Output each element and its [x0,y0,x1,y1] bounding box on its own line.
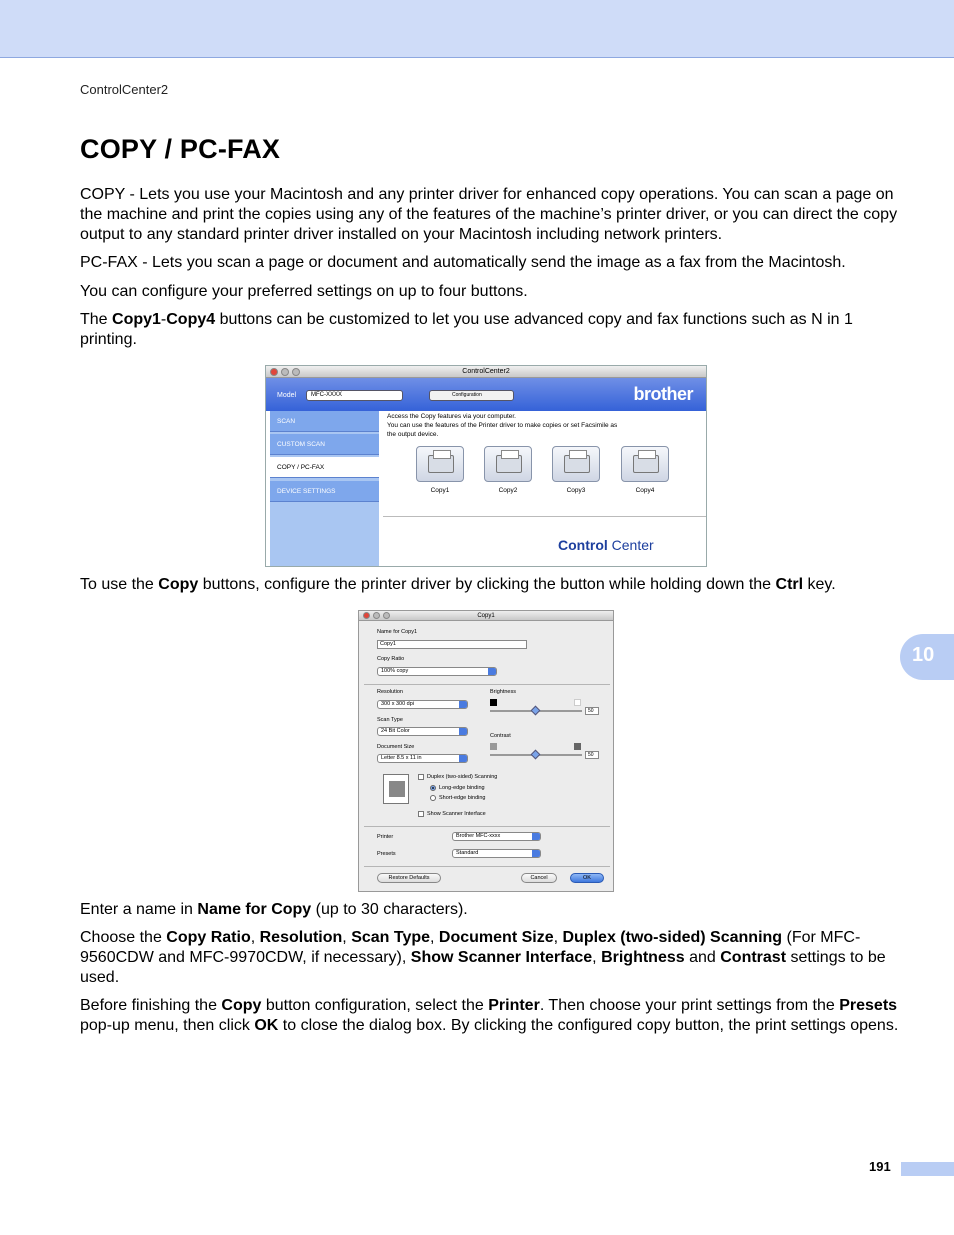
close-icon[interactable] [270,368,278,376]
minimize-icon[interactable] [281,368,289,376]
paragraph-pcfax: PC-FAX - Lets you scan a page or document and automatically send the image as a fax from the Macintosh. [80,254,846,271]
presets-select[interactable]: Standard [452,849,541,858]
copy3-button[interactable] [552,446,600,482]
sidebar-item-custom-scan[interactable]: CUSTOM SCAN [270,434,379,455]
divider [383,516,707,517]
resolution-select[interactable]: 300 x 300 dpi [377,700,468,709]
low-contrast-icon [490,743,497,750]
zoom-icon[interactable] [292,368,300,376]
cc-sidebar [270,411,379,567]
close-icon[interactable] [363,612,370,619]
document-size-select[interactable]: Letter 8.5 x 11 in [377,754,468,763]
show-scanner-label: Show Scanner Interface [427,811,486,817]
header-band [0,0,954,58]
controlcenter-window [265,365,707,567]
restore-defaults-button[interactable]: Restore Defaults [377,873,441,883]
chapter-tab [900,634,954,680]
sidebar-item-scan[interactable]: SCAN [270,411,379,432]
copy2-label: Copy2 [498,487,518,494]
document-size-label: Document Size [377,744,415,750]
long-edge-label: Long-edge binding [439,785,485,791]
page-number: 191 [869,1159,891,1174]
dialog-title-bar [359,611,613,621]
running-head: ControlCenter2 [80,82,169,97]
minimize-icon[interactable] [373,612,380,619]
ok-button[interactable]: OK [570,873,604,883]
duplex-checkbox[interactable] [418,774,424,780]
brightness-value[interactable]: 50 [585,707,599,715]
copy1-label: Copy1 [430,487,450,494]
short-edge-label: Short-edge binding [439,795,486,801]
contrast-value[interactable]: 50 [585,751,599,759]
copy4-button[interactable] [621,446,669,482]
cc-window-title: ControlCenter2 [462,368,510,375]
cc-title-bar [266,366,706,378]
model-select[interactable]: MFC-XXXX [306,390,403,401]
paragraph-finish: Before finishing the Copy button configuration, select the Printer. Then choose your print settings from the Presets pop-up menu, then click OK to close the dialog box. By clicking the configured copy button, the print settings opens. [80,997,899,1034]
separator [364,826,610,827]
long-edge-radio[interactable] [430,785,436,791]
show-scanner-checkbox[interactable] [418,811,424,817]
sidebar-item-device-settings[interactable]: DEVICE SETTINGS [270,481,379,502]
dialog-window-title: Copy1 [477,613,495,619]
chapter-number: 10 [912,644,935,666]
page-number-bar [901,1162,954,1176]
paragraph-configure: You can configure your preferred settings on up to four buttons. [80,283,528,300]
light-icon [574,699,581,706]
paragraph-name: Enter a name in Name for Copy (up to 30 characters). [80,901,468,918]
printer-icon [428,455,454,473]
printer-select[interactable]: Brother MFC-xxxx [452,832,541,841]
printer-icon [564,455,590,473]
controlcenter-logo: Control Center [558,537,654,553]
short-edge-radio[interactable] [430,795,436,801]
copy1-dialog [358,610,614,892]
brother-logo: brother [633,384,693,404]
resolution-label: Resolution [377,689,403,695]
copy2-button[interactable] [484,446,532,482]
cc-description: Access the Copy features via your computer. You can use the features of the Printer driver to make copies or set Facsimile as the output device. [387,413,618,438]
printer-label: Printer [377,834,394,840]
cancel-button[interactable]: Cancel [521,873,557,883]
contrast-label: Contrast [490,733,511,739]
window-controls [270,368,300,376]
paragraph-choose-settings: Choose the Copy Ratio, Resolution, Scan Type, Document Size, Duplex (two-sided) Scanning (For MFC-9560CDW and MFC-9970CDW, if necessary), Show Scanner Interface, Brightness and Contrast settings to be used. [80,929,886,986]
presets-label: Presets [377,851,396,857]
brightness-slider-handle[interactable] [531,706,541,716]
paragraph-copy-buttons: The Copy1-Copy4 buttons can be customized to let you use advanced copy and fax functions such as N in 1 printing. [80,311,853,348]
copy-ratio-select[interactable]: 100% copy [377,667,497,676]
paragraph-copy: COPY - Lets you use your Macintosh and any printer driver for enhanced copy operations. You can scan a page on the machine and print the copies using any of the features of the machine’s printer driver, or you can direct the copy output to any standard printer driver installed on your Macintosh including network printers. [80,186,898,243]
copy-ratio-label: Copy Ratio [377,656,405,662]
high-contrast-icon [574,743,581,750]
sidebar-item-copy-pcfax[interactable]: COPY / PC-FAX [270,457,379,478]
zoom-icon[interactable] [383,612,390,619]
cc-header [266,378,706,411]
name-label: Name for Copy1 [377,629,418,635]
duplex-label: Duplex (two-sided) Scanning [427,774,498,780]
separator [364,866,610,867]
configuration-button[interactable]: Configuration [429,390,514,401]
name-input[interactable]: Copy1 [377,640,527,649]
scan-type-select[interactable]: 24 Bit Color [377,727,468,736]
brightness-label: Brightness [490,689,516,695]
dark-icon [490,699,497,706]
copy1-button[interactable] [416,446,464,482]
page-title: COPY / PC-FAX [80,134,281,164]
separator [364,684,610,685]
printer-icon [633,455,659,473]
model-label: Model [277,392,297,399]
window-controls [363,612,390,619]
paragraph-ctrl-key: To use the Copy buttons, configure the printer driver by clicking the button while holding down the Ctrl key. [80,576,836,593]
duplex-document-icon [383,774,409,804]
copy3-label: Copy3 [566,487,586,494]
scan-type-label: Scan Type [377,717,403,723]
copy4-label: Copy4 [635,487,655,494]
contrast-slider-handle[interactable] [531,750,541,760]
printer-icon [496,455,522,473]
